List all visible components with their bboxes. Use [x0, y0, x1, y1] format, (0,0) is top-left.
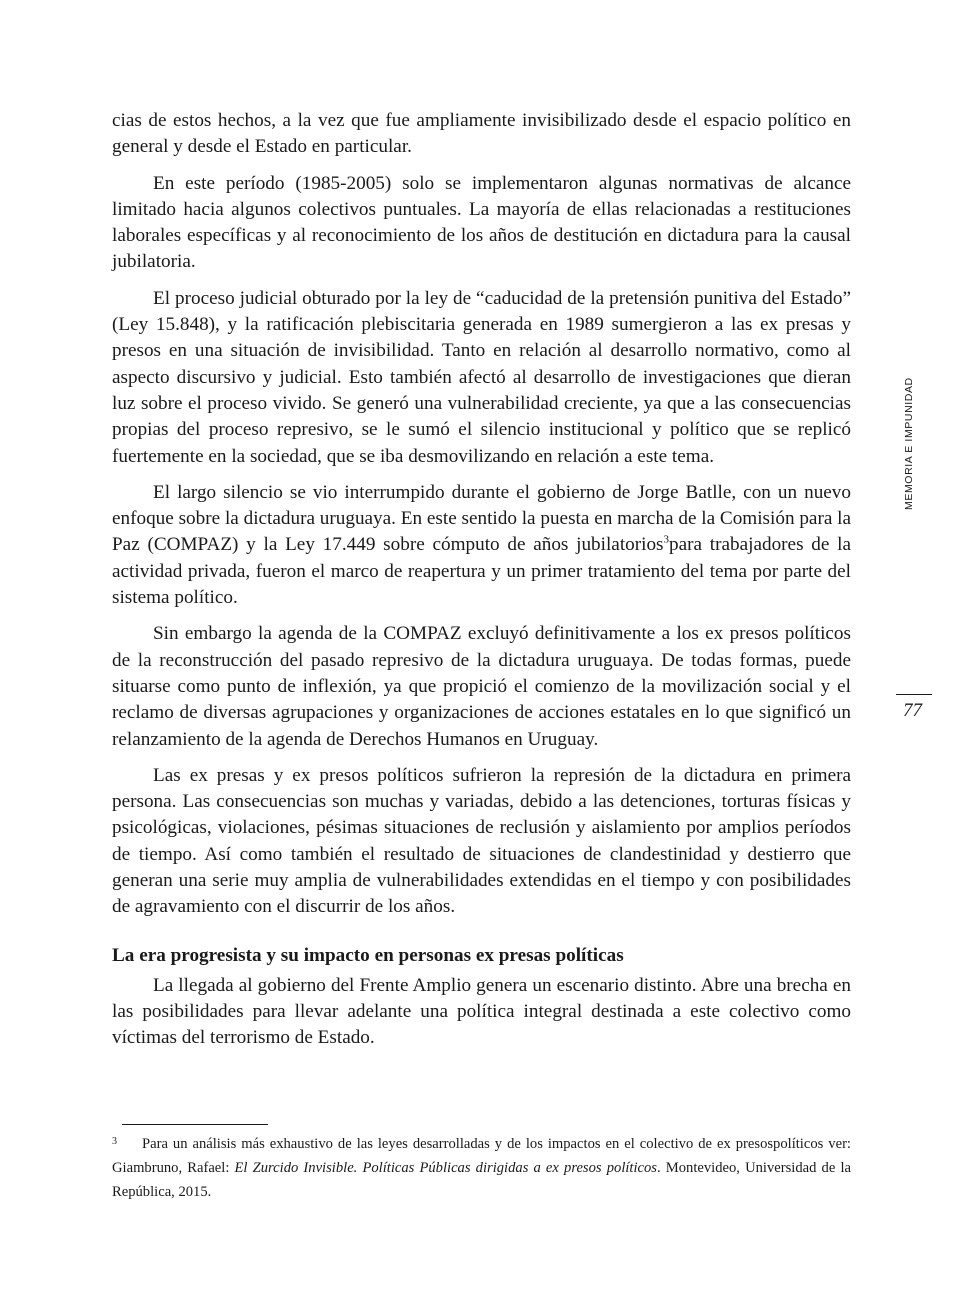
section-heading: La era progresista y su impacto en personas ex presas políticas: [112, 944, 624, 966]
footnote: [112, 1130, 851, 1204]
paragraph-continued: cias de estos hechos, a la vez que fue ampliamente invisibilizado desde el espacio político en general y desde el Estado en particular.: [112, 110, 851, 158]
footnote-text: . Montevideo, Universidad de la República, 2015.: [112, 1160, 851, 1200]
paragraph: Sin embargo la agenda de la COMPAZ excluyó definitivamente a los ex presos políticos de la reconstrucción del pasado represivo de la dictadura uruguaya. De todas formas, puede situarse como punto de inflexión, ya que propició el comienzo de la movilización social y el reclamo de diversas agrupaciones y organizaciones de acciones estatales en lo que significó un relanzamiento de la agenda de Derechos Humanos en Uruguay.: [112, 623, 851, 750]
footnote-divider: [122, 1124, 268, 1125]
paragraph: El proceso judicial obturado por la ley de “caducidad de la pretensión punitiva del Estado” (Ley 15.848), y la ratificación plebiscitaria generada en 1989 sumergieron a las ex presas y presos en una situación de invisibilidad. Tanto en relación al desarrollo normativo, como al aspecto discursivo y judicial. Esto también afectó al desarrollo de investigaciones que dieran luz sobre el proceso vivido. Se generó una vulnerabilidad creciente, ya que a las consecuencias propias del proceso represivo, se le sumó el silencio institucional y político que se replicó fuertemente en la sociedad, que se iba desmovilizando en relación a este tema.: [112, 287, 851, 467]
paragraph: En este período (1985-2005) solo se implementaron algunas normativas de alcance limitado hacia algunos colectivos puntuales. La mayoría de ellas relacionadas a restituciones laborales específicas y al reconocimiento de los años de destitución en dictadura para la causal jubilatoria.: [112, 172, 851, 273]
paragraph-text: El largo silencio se vio interrumpido durante el gobierno de Jorge Batlle, con un nuevo enfoque sobre la dictadura uruguaya. En este sentido la puesta en marcha de la Comisión para la Paz (COMPAZ) y la Ley 17.449 sobre cómputo de años jubilatorios: [112, 481, 851, 556]
running-head: MEMORIA E IMPUNIDAD: [903, 377, 915, 510]
footnote-number: 3: [112, 1136, 117, 1147]
paragraph-with-note: [112, 480, 851, 611]
paragraph-text: para trabajadores de la actividad privada, fueron el marco de reapertura y un primer tratamiento del tema por parte del sistema político.: [112, 534, 851, 609]
page-number-rule: [896, 694, 932, 695]
paragraph: La llegada al gobierno del Frente Amplio genera un escenario distinto. Abre una brecha en las posibilidades para llevar adelante una política integral destinada a este colectivo como víctimas del terrorismo de Estado.: [112, 974, 851, 1049]
page-number: 77: [903, 700, 922, 721]
footnote-text: Para un análisis más exhaustivo de las leyes desarrolladas y de los impactos en el colectivo de ex presospolíticos ver: Giambruno, Rafael:: [112, 1136, 851, 1176]
footnote-book-title: El Zurcido Invisible. Políticas Públicas dirigidas a ex presos políticos: [234, 1160, 657, 1176]
paragraph: Las ex presas y ex presos políticos sufrieron la represión de la dictadura en primera persona. Las consecuencias son muchas y variadas, debido a las detenciones, torturas físicas y psicológicas, violaciones, pésimas situaciones de reclusión y aislamiento por amplios períodos de tiempo. Así como también el resultado de situaciones de clandestinidad y destierro que generan una serie muy amplia de vulnerabilidades extendidas en el tiempo y con posibilidades de agravamiento con el discurrir de los años.: [112, 764, 851, 918]
footnote-reference[interactable]: 3: [663, 534, 670, 547]
main-text: [112, 108, 851, 1062]
